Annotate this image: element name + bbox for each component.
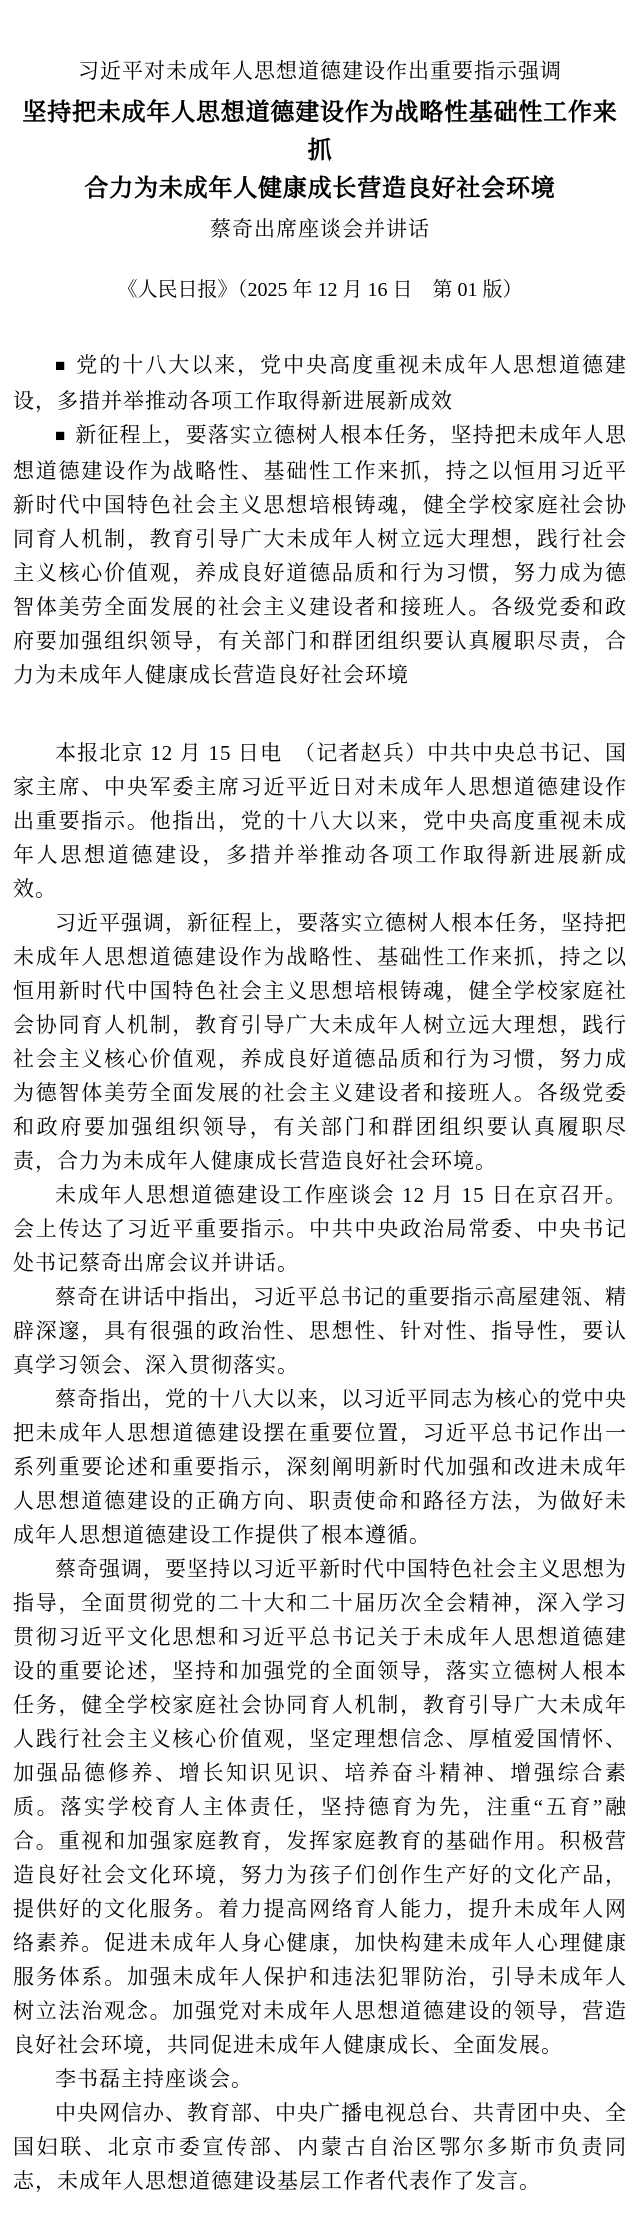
body-paragraph: 李书磊主持座谈会。 (55, 2067, 253, 2091)
highlight-item (13, 418, 627, 692)
body-paragraph: 蔡奇在讲话中指出，习近平总书记的重要指示高屋建瓴、精辟深邃，具有很强的政治性、思想性、针对性、指导性，要认真学习领会、深入贯彻落实。 (13, 1285, 627, 1377)
article-source-line: 《人民日报》（2025 年 12 月 16 日 第 01 版） (117, 279, 523, 301)
article-body (13, 736, 627, 2198)
square-bullet-icon: ■ (55, 356, 68, 375)
article-subtitle: 蔡奇出席座谈会并讲话 (210, 217, 430, 241)
article-title (13, 94, 627, 208)
body-paragraph: 中央网信办、教育部、中央广播电视总台、共青团中央、全国妇联、北京市委宣传部、内蒙古自治区鄂尔多斯市负责同志，未成年人思想道德建设基层工作者代表作了发言。 (13, 2101, 627, 2193)
highlight-text: 党的十八大以来，党中央高度重视未成年人思想道德建设，多措并举推动各项工作取得新进展新成效 (13, 353, 627, 413)
body-paragraph: 蔡奇指出，党的十八大以来，以习近平同志为核心的党中央把未成年人思想道德建设摆在重要位置，习近平总书记作出一系列重要论述和重要指示，深刻阐明新时代加强和改进未成年人思想道德建设的正确方向、职责使命和路径方法，为做好未成年人思想道德建设工作提供了根本遵循。 (13, 1387, 627, 1547)
body-paragraph: 蔡奇强调，要坚持以习近平新时代中国特色社会主义思想为指导，全面贯彻党的二十大和二十届历次全会精神，深入学习贯彻习近平文化思想和习近平总书记关于未成年人思想道德建设的重要论述，坚持和加强党的全面领导，落实立德树人根本任务，健全学校家庭社会协同育人机制，教育引导广大未成年人践行社会主义核心价值观，坚定理想信念、厚植爱国情怀、加强品德修养、增长知识见识、培养奋斗精神、增强综合素质。落实学校育人主体责任，坚持德育为先，注重“五育”融合。重视和加强家庭教育，发挥家庭教育的基础作用。积极营造良好社会文化环境，努力为孩子们创作生产好的文化产品，提供好的文化服务。着力提高网络育人能力，提升未成年人网络素养。促进未成年人身心健康，加快构建未成年人心理健康服务体系。加强未成年人保护和违法犯罪防治，引导未成年人树立法治观念。加强党对未成年人思想道德建设的领导，营造良好社会环境，共同促进未成年人健康成长、全面发展。 (13, 1557, 627, 2057)
article-kicker: 习近平对未成年人思想道德建设作出重要指示强调 (78, 59, 562, 83)
square-bullet-icon: ■ (55, 426, 67, 445)
body-paragraph: 习近平强调，新征程上，要落实立德树人根本任务，坚持把未成年人思想道德建设作为战略性、基础性工作来抓，持之以恒用新时代中国特色社会主义思想培根铸魂，健全学校家庭社会协同育人机制，教育引导广大未成年人树立远大理想，践行社会主义核心价值观，养成良好道德品质和行为习惯，努力成为德智体美劳全面发展的社会主义建设者和接班人。各级党委和政府要加强组织领导，有关部门和群团组织要认真履职尽责，合力为未成年人健康成长营造良好社会环境。 (13, 911, 627, 1173)
highlight-text: 新征程上，要落实立德树人根本任务，坚持把未成年人思想道德建设作为战略性、基础性工作来抓，持之以恒用习近平新时代中国特色社会主义思想培根铸魂，健全学校家庭社会协同育人机制，教育引导广大未成年人树立远大理想，践行社会主义核心价值观，养成良好道德品质和行为习惯，努力成为德智体美劳全面发展的社会主义建设者和接班人。各级党委和政府要加强组织领导，有关部门和群团组织要认真履职尽责，合力为未成年人健康成长营造良好社会环境 (13, 423, 627, 687)
article-title-line1: 坚持把未成年人思想道德建设作为战略性基础性工作来抓 (22, 100, 618, 164)
highlights-section (13, 348, 627, 692)
body-paragraph: 本报北京 12 月 15 日电 （记者赵兵）中共中央总书记、国家主席、中央军委主席习近平近日对未成年人思想道德建设作出重要指示。他指出，党的十八大以来，党中央高度重视未成年人思想道德建设，多措并举推动各项工作取得新进展新成效。 (13, 741, 627, 901)
article-header (13, 56, 627, 304)
highlight-item (13, 348, 627, 418)
article-title-line2: 合力为未成年人健康成长营造良好社会环境 (84, 176, 556, 202)
body-paragraph: 未成年人思想道德建设工作座谈会 12 月 15 日在京召开。会上传达了习近平重要指示。中共中央政治局常委、中央书记处书记蔡奇出席会议并讲话。 (13, 1183, 627, 1275)
